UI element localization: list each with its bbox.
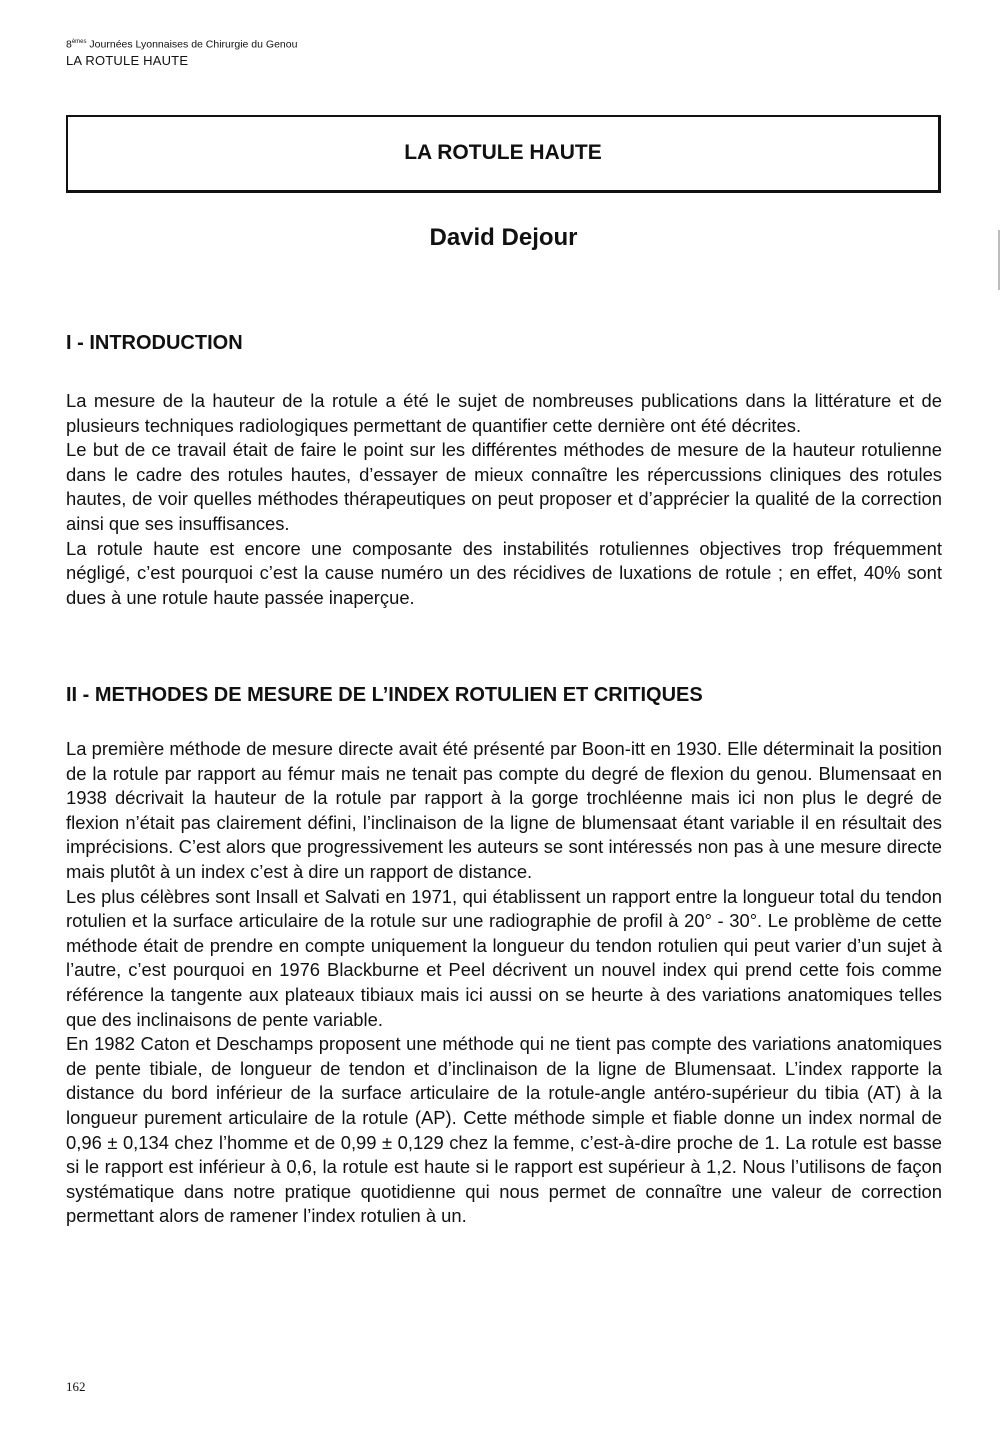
paragraph: En 1982 Caton et Deschamps proposent une méthode qui ne tient pas compte des variations anatomiques de pente tibiale, de longueur de tendon et d’inclinaison de la ligne de Blumensaat. L’index rapporte la distance du bord inférieur de la surface articulaire de la rotule-angle antéro-supérieur du tibia (AT) à la longueur purement articulaire de la rotule (AP). Cette méthode simple et fiable donne un index normal de 0,96 ± 0,134 chez l’homme et de 0,99 ± 0,129 chez la femme, c’est-à-dire proche de 1. La rotule est basse si le rapport est inférieur à 0,6, la rotule est haute si le rapport est supérieur à 1,2. Nous l’utilisons de façon systématique dans notre pratique quotidienne qui nous permet de connaître une valeur de correction permettant alors de ramener l’index rotulien à un. xyxy=(66,1033,942,1227)
paragraph: Le but de ce travail était de faire le point sur les différentes méthodes de mesure de la hauteur rotulienne dans le cadre des rotules hautes, d’essayer de mieux connaître les répercussions cliniques des rotules hautes, de voir quelles méthodes thérapeutiques on peut proposer et d’apprécier la qualité de la correction ainsi que ses insuffisances. xyxy=(66,439,942,534)
paragraph: La première méthode de mesure directe avait été présenté par Boon-itt en 1930. Elle déterminait la position de la rotule par rapport au fémur mais ne tenait pas compte du degré de flexion du genou. Blumensaat en 1938 décrivait la hauteur de la rotule par rapport à la gorge trochléenne mais ici non plus le degré de flexion n’était pas clairement défini, l’inclinaison de la ligne de blumensaat étant variable il en résultait des imprécisions. C’est alors que progressivement les auteurs se sont intéressés non pas à une mesure directe mais plutôt à un index c’est à dire un rapport de distance. xyxy=(66,738,942,882)
paragraph: La rotule haute est encore une composante des instabilités rotuliennes objectives trop fréquemment négligé, c’est pourquoi c’est la cause numéro un des récidives de luxations de rotule ; en effet, 40% sont dues à une rotule haute passée inaperçue. xyxy=(66,537,942,608)
section-heading-methodes: II - METHODES DE MESURE DE L’INDEX ROTULIEN ET CRITIQUES xyxy=(66,684,703,706)
introduction-body xyxy=(66,389,942,610)
title-box xyxy=(66,115,941,193)
running-title: LA ROTULE HAUTE xyxy=(66,52,189,68)
methodes-body xyxy=(66,737,942,1229)
conference-name: 8èmes Journées Lyonnaises de Chirurgie du Genou xyxy=(66,38,298,51)
author-name: David Dejour xyxy=(429,224,578,251)
section-heading-introduction: I - INTRODUCTION xyxy=(66,332,243,354)
paragraph: La mesure de la hauteur de la rotule a été le sujet de nombreuses publications dans la littérature et de plusieurs techniques radiologiques permettant de quantifier cette dernière ont été décrites. xyxy=(66,390,942,436)
paragraph: Les plus célèbres sont Insall et Salvati en 1971, qui établissent un rapport entre la longueur total du tendon rotulien et la surface articulaire de la rotule sur une radiographie de profil à 20° - 30°. Le problème de cette méthode était de prendre en compte uniquement la longueur du tendon rotulien qui peut varier d’un sujet à l’autre, c’est pourquoi en 1976 Blackburne et Peel décrivent un nouvel index qui prend cette fois comme référence la tangente aux plateaux tibiaux mais ici aussi on se heurte à des variations anatomiques telles que des inclinaisons de pente variable. xyxy=(66,885,942,1030)
running-header xyxy=(66,34,297,69)
page-title: LA ROTULE HAUTE xyxy=(404,141,602,164)
page-number: 162 xyxy=(66,1379,86,1394)
